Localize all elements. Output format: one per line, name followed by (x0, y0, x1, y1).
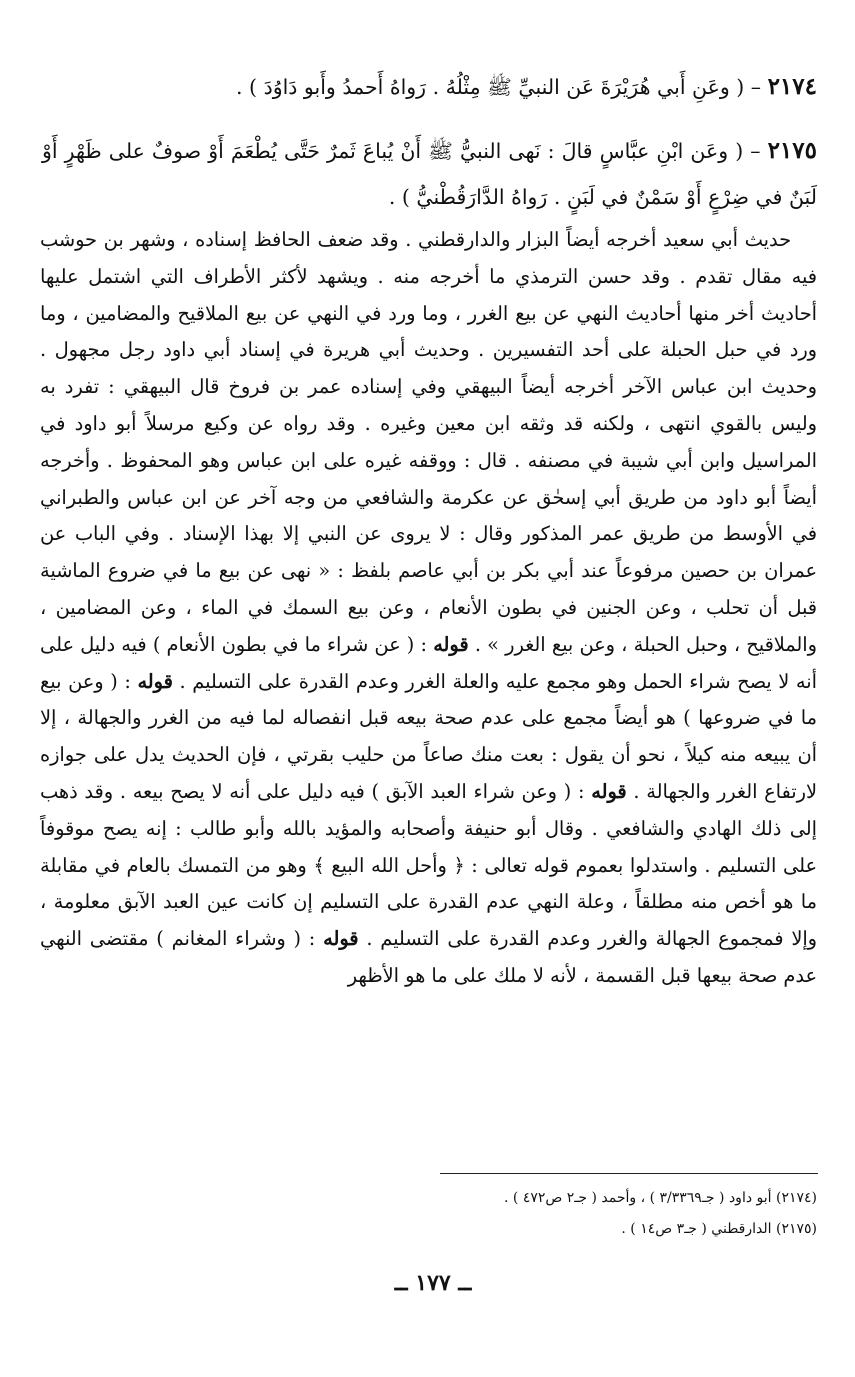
commentary (40, 222, 817, 995)
qawluh-keyword: قوله (591, 779, 627, 803)
hadith-number: ٢١٧٤ (767, 73, 817, 100)
page-number: ــ ١٧٧ ــ (394, 1270, 472, 1296)
qawluh-keyword: قوله (137, 669, 173, 693)
footnotes (300, 1183, 817, 1245)
commentary-text: : ( وعن شراء العبد الآبق ) فيه دليل على أنه لا يصح بيعه . وقد ذهب إلى ذلك الهادي والشافعي . وقال أبو حنيفة وأصحابه والمؤيد بالله وأبو طالب : إنه يصح موقوفاً على التسليم . واستدلوا بعموم قوله تعالى : ﴿ وأحل الله البيع ﴾ وهو من التمسك بالعام في مقابلة ما هو أخص منه مطلقاً ، وعلة النهي عدم القدرة على التسليم إن كانت عين العبد الآبق معلومة ، وإلا فمجموع الجهالة والغرر وعدم القدرة على التسليم . (40, 779, 817, 951)
qawluh-keyword: قوله (323, 927, 359, 951)
commentary-text: : ( وشراء المغانم ) مقتضى النهي عدم صحة بيعها قبل القسمة ، لأنه لا ملك على ما هو الأظهر (40, 927, 817, 987)
hadith-2174 (42, 64, 817, 110)
hadith-number: ٢١٧٥ (767, 137, 817, 164)
qawluh-keyword: قوله (433, 632, 469, 656)
hadith-text: – ( وعَنِ أَبي هُرَيْرَةَ عَن النبيِّ ﷺ مِثْلُهُ . رَواهُ أَحمدُ وأَبو دَاوُدَ ) . (236, 75, 768, 99)
commentary-text: : ( وعن بيع ما في ضروعها ) هو أيضاً مجمع على عدم صحة بيعه قبل انفصاله لما فيه من الغرر والجهالة ، إلا أن يبيعه منه كيلاً ، نحو أن يقول : بعت منك صاعاً من حليب بقرتي ، فإن الحديث يدل على جوازه لارتفاع الغرر والجهالة . (40, 669, 817, 803)
hadith-2175 (42, 128, 817, 220)
commentary-paragraph (40, 222, 817, 995)
commentary-text: : ( عن شراء ما في بطون الأنعام ) فيه دليل على أنه لا يصح شراء الحمل وهو مجمع عليه والعلة الغرر وعدم القدرة على التسليم . (40, 632, 817, 693)
commentary-text: حديث أبي سعيد أخرجه أيضاً البزار والدارقطني . وقد ضعف الحافظ إسناده ، وشهر بن حوشب فيه مقال تقدم . وقد حسن الترمذي ما أخرجه منه . ويشهد لأكثر الأطراف التي اشتمل عليها أحاديث أخر منها أحاديث النهي عن بيع الغرر ، وما ورد في النهي عن بيع الملاقيح والمضامين ، وما ورد في حبل الحبلة على أحد التفسيرين . وحديث أبي هريرة في إسناد أبي داود رجل مجهول . وحديث ابن عباس الآخر أخرجه أيضاً البيهقي وفي إسناده عمر بن فروخ قال البيهقي : تفرد به وليس بالقوي انتهى ، ولكنه قد وثقه ابن معين وغيره . وقد رواه عن وكيع مرسلاً أبو داود في المراسيل وابن أبي شيبة في مصنفه . قال : ووقفه غيره على ابن عباس وهو المحفوظ . وأخرجه أيضاً أبو داود من طريق أبي إسحٰق عن عكرمة والشافعي من وجه آخر عن ابن عباس والطبراني في الأوسط من طريق عمر المذكور وقال : لا يروى عن النبي إلا بهذا الإسناد . وفي الباب عن عمران بن حصين مرفوعاً عند أبي بكر بن أبي عاصم بلفظ : « نهى عن بيع ما في ضروع الماشية قبل أن تحلب ، وعن الجنين في بطون الأنعام ، وعن بيع السمك في الماء ، وعن المضامين ، والملاقيح ، وحبل الحبلة ، وعن بيع الغرر » . (40, 228, 817, 656)
footnote-2175: (٢١٧٥) الدارقطني ( جـ٣ ص١٤ ) . (621, 1221, 817, 1237)
footnote-2174: (٢١٧٤) أبو داود ( جـ٣/٣٣٦٩ ) ، وأحمد ( جـ٢ ص٤٧٢ ) . (504, 1190, 817, 1206)
footnote-divider (440, 1173, 818, 1174)
hadith-text: – ( وعَن ابْنِ عبَّاسٍ قالَ : نَهى النبيُّ ﷺ أَنْ يُباعَ ثَمرٌ حَتَّى يُطْعَمَ أَوْ صوفٌ على ظَهْرٍ أَوْ لَبَنٌ في ضِرْعٍ أَوْ سَمْنٌ في لَبَنٍ . رَواهُ الدَّارَقُطْنيُّ ) . (42, 139, 817, 209)
